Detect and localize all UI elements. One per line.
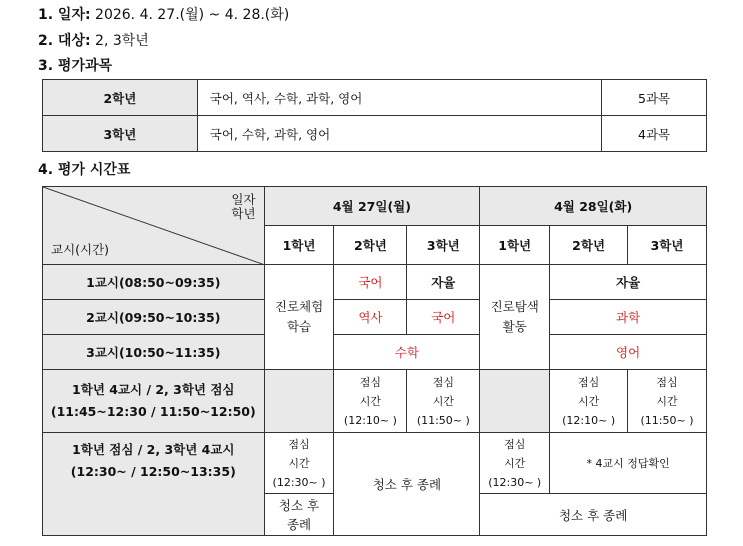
day2-header: 4월 28일(화) bbox=[480, 187, 707, 226]
d1-g1-career: 진로체험 학습 bbox=[264, 265, 334, 370]
subjects-title-text: 3. 평가과목 bbox=[38, 58, 113, 74]
d2-p2-g23: 과학 bbox=[550, 300, 707, 335]
schedule-title bbox=[38, 159, 130, 179]
subjects-table bbox=[42, 79, 707, 152]
day1-header: 4월 27일(월) bbox=[264, 187, 480, 226]
d1-p2-g2: 역사 bbox=[334, 300, 407, 335]
d1-grade1: 1학년 bbox=[264, 226, 334, 265]
d2-p4-g3: 점심 시간 (11:50~ ) bbox=[628, 370, 707, 433]
d1-p5-g1: 점심 시간 (12:30~ ) bbox=[264, 433, 334, 494]
d1-p1-g2: 국어 bbox=[334, 265, 407, 300]
date-line bbox=[38, 4, 289, 24]
period-row-1 bbox=[43, 265, 707, 300]
target-line bbox=[38, 30, 149, 50]
subject-grade: 3학년 bbox=[43, 116, 198, 152]
subject-list: 국어, 역사, 수학, 과학, 영어 bbox=[197, 80, 601, 116]
d1-grade2: 2학년 bbox=[334, 226, 407, 265]
d1-p3-g23: 수학 bbox=[334, 335, 480, 370]
d2-p1-g23: 자율 bbox=[550, 265, 707, 300]
period-row-5 bbox=[43, 433, 707, 494]
schedule-table bbox=[42, 186, 707, 536]
subject-list: 국어, 수학, 과학, 영어 bbox=[197, 116, 601, 152]
date-value: 2026. 4. 27.(월) ~ 4. 28.(화) bbox=[95, 7, 290, 23]
corner-bottom-label: 교시(시간) bbox=[51, 242, 110, 257]
d2-grade1: 1학년 bbox=[480, 226, 550, 265]
period-row-2 bbox=[43, 300, 707, 335]
d1-grade3: 3학년 bbox=[407, 226, 480, 265]
period-label: 1학년 점심 / 2, 3학년 4교시 (12:30~ / 12:50~13:35) bbox=[43, 433, 265, 536]
d2-p3-g23: 영어 bbox=[550, 335, 707, 370]
schedule-title-text: 4. 평가 시간표 bbox=[38, 162, 131, 178]
d2-p4-g2: 점심 시간 (12:10~ ) bbox=[550, 370, 628, 433]
subjects-row bbox=[43, 116, 707, 152]
period-label: 3교시(10:50~11:35) bbox=[43, 335, 265, 370]
d1-p4-g2: 점심 시간 (12:10~ ) bbox=[334, 370, 407, 433]
period-row-3 bbox=[43, 335, 707, 370]
d1-p6-g1: 청소 후 종례 bbox=[264, 494, 334, 536]
d1-p1-g3: 자율 bbox=[407, 265, 480, 300]
d2-p5-g23: * 4교시 정답확인 bbox=[550, 433, 707, 494]
target-value: 2, 3학년 bbox=[95, 33, 149, 49]
period-label: 1학년 4교시 / 2, 3학년 점심 (11:45~12:30 / 11:50~12:50) bbox=[43, 370, 265, 433]
schedule-header-row bbox=[43, 187, 707, 226]
corner-cell bbox=[43, 187, 265, 265]
d2-grade3: 3학년 bbox=[628, 226, 707, 265]
d1-p4-g1 bbox=[264, 370, 334, 433]
subject-grade: 2학년 bbox=[43, 80, 198, 116]
target-label: 2. 대상: bbox=[38, 33, 91, 49]
period-row-4 bbox=[43, 370, 707, 433]
subjects-title bbox=[38, 55, 112, 75]
subject-count: 4과목 bbox=[602, 116, 707, 152]
d2-g1-career: 진로탐색 활동 bbox=[480, 265, 550, 370]
d2-p4-g1 bbox=[480, 370, 550, 433]
date-label: 1. 일자: bbox=[38, 7, 91, 23]
subject-count: 5과목 bbox=[602, 80, 707, 116]
period-label: 2교시(09:50~10:35) bbox=[43, 300, 265, 335]
d1-p2-g3: 국어 bbox=[407, 300, 480, 335]
d1-p5-g23: 청소 후 종례 bbox=[334, 433, 480, 536]
period-label: 1교시(08:50~09:35) bbox=[43, 265, 265, 300]
corner-top-label: 일자 학년 bbox=[231, 192, 256, 221]
d2-p5-g1: 점심 시간 (12:30~ ) bbox=[480, 433, 550, 494]
d1-p4-g3: 점심 시간 (11:50~ ) bbox=[407, 370, 480, 433]
subjects-row bbox=[43, 80, 707, 116]
d2-p6-all: 청소 후 종례 bbox=[480, 494, 707, 536]
d2-grade2: 2학년 bbox=[550, 226, 628, 265]
